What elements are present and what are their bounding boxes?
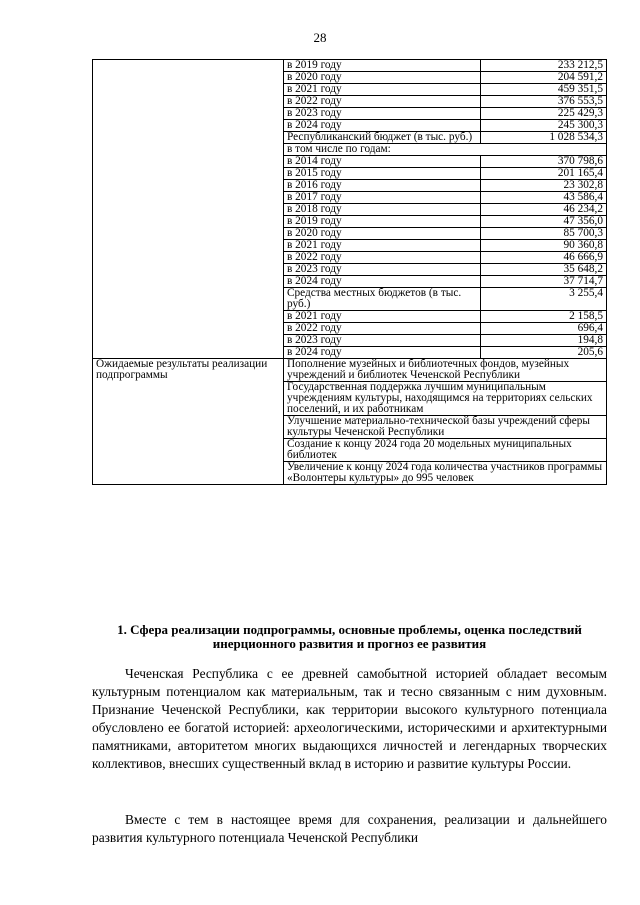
expected-result-item: Государственная поддержка лучшим муниципальным учреждениям культуры, находящимся на территориях сельских поселений, и их работникам — [284, 382, 607, 416]
table-cell-value: 1 028 534,3 — [481, 132, 607, 144]
table-cell-label: в 2021 году — [284, 311, 481, 323]
table-cell-value: 205,6 — [481, 347, 607, 359]
table-cell-value: 47 356,0 — [481, 216, 607, 228]
table-cell-label: в 2023 году — [284, 335, 481, 347]
table-cell-label: в 2021 году — [284, 240, 481, 252]
table-row — [93, 60, 607, 72]
expected-results-label: Ожидаемые результаты реализации подпрограммы — [93, 359, 284, 485]
paragraph-2: Вместе с тем в настоящее время для сохранения, реализации и дальнейшего развития культурного потенциала Чеченской Республики — [92, 812, 607, 845]
table-row — [93, 359, 607, 382]
table-cell-value: 245 300,3 — [481, 120, 607, 132]
expected-result-item: Увеличение к концу 2024 года количества участников программы «Волонтеры культуры» до 995 человек — [284, 462, 607, 485]
table-cell-label: в 2022 году — [284, 252, 481, 264]
table-cell-label: в 2015 году — [284, 168, 481, 180]
table-cell-merged: в том числе по годам: — [284, 144, 607, 156]
table-cell-label: в 2021 году — [284, 84, 481, 96]
table-cell-value: 459 351,5 — [481, 84, 607, 96]
section-title: 1. Сфера реализации подпрограммы, основные проблемы, оценка последствий инерционного развития и прогноз ее развития — [117, 622, 582, 651]
table-cell-label: в 2018 году — [284, 204, 481, 216]
expected-result-item: Пополнение музейных и библиотечных фондов, музейных учреждений и библиотек Чеченской Республики — [284, 359, 607, 382]
table-cell-label: в 2020 году — [284, 72, 481, 84]
table-cell-label: в 2016 году — [284, 180, 481, 192]
table-cell-value: 85 700,3 — [481, 228, 607, 240]
table-cell-label: в 2019 году — [284, 216, 481, 228]
paragraph-1: Чеченская Республика с ее древней самобытной историей обладает весомым культурным потенциалом как материальным, так и тесно связанным с ним духовным. Признание Чеченской Республики, как территории высокого культурного потенциала обусловлено ее богатой историей: археологическими, историческими и архитектурными памятниками, авторитетом многих выдающихся личностей и легендарных творческих коллективов, внесших существенный вклад в историю и развитие культуры России. — [92, 666, 607, 771]
table-cell-value: 204 591,2 — [481, 72, 607, 84]
expected-result-item: Улучшение материально-технической базы учреждений сферы культуры Чеченской Республики — [284, 416, 607, 439]
table-cell-value: 225 429,3 — [481, 108, 607, 120]
table-cell-value: 23 302,8 — [481, 180, 607, 192]
table-cell-value: 201 165,4 — [481, 168, 607, 180]
table-cell-label: Республиканский бюджет (в тыс. руб.) — [284, 132, 481, 144]
table-cell-value: 3 255,4 — [481, 288, 607, 311]
table-cell-value: 696,4 — [481, 323, 607, 335]
table-cell-value: 46 666,9 — [481, 252, 607, 264]
table-cell-empty-label — [93, 60, 284, 359]
table-cell-value: 2 158,5 — [481, 311, 607, 323]
table-cell-label: в 2017 году — [284, 192, 481, 204]
table-cell-label: Средства местных бюджетов (в тыс. руб.) — [284, 288, 481, 311]
table-cell-value: 46 234,2 — [481, 204, 607, 216]
table-cell-label: в 2024 году — [284, 276, 481, 288]
table-cell-label: в 2019 году — [284, 60, 481, 72]
table-cell-label: в 2024 году — [284, 120, 481, 132]
table-cell-label: в 2020 году — [284, 228, 481, 240]
table-cell-label: в 2024 году — [284, 347, 481, 359]
table-cell-label: в 2023 году — [284, 108, 481, 120]
table-cell-value: 90 360,8 — [481, 240, 607, 252]
table-cell-value: 370 798,6 — [481, 156, 607, 168]
table-cell-label: в 2022 году — [284, 323, 481, 335]
table-cell-label: в 2023 году — [284, 264, 481, 276]
table-cell-label: в 2022 году — [284, 96, 481, 108]
table-cell-value: 194,8 — [481, 335, 607, 347]
table-cell-value: 43 586,4 — [481, 192, 607, 204]
table-cell-value: 35 648,2 — [481, 264, 607, 276]
table-cell-value: 233 212,5 — [481, 60, 607, 72]
page-number: 28 — [313, 30, 327, 45]
financing-table — [92, 59, 607, 485]
expected-result-item: Создание к концу 2024 года 20 модельных муниципальных библиотек — [284, 439, 607, 462]
table-cell-value: 37 714,7 — [481, 276, 607, 288]
table-cell-value: 376 553,5 — [481, 96, 607, 108]
table-cell-label: в 2014 году — [284, 156, 481, 168]
